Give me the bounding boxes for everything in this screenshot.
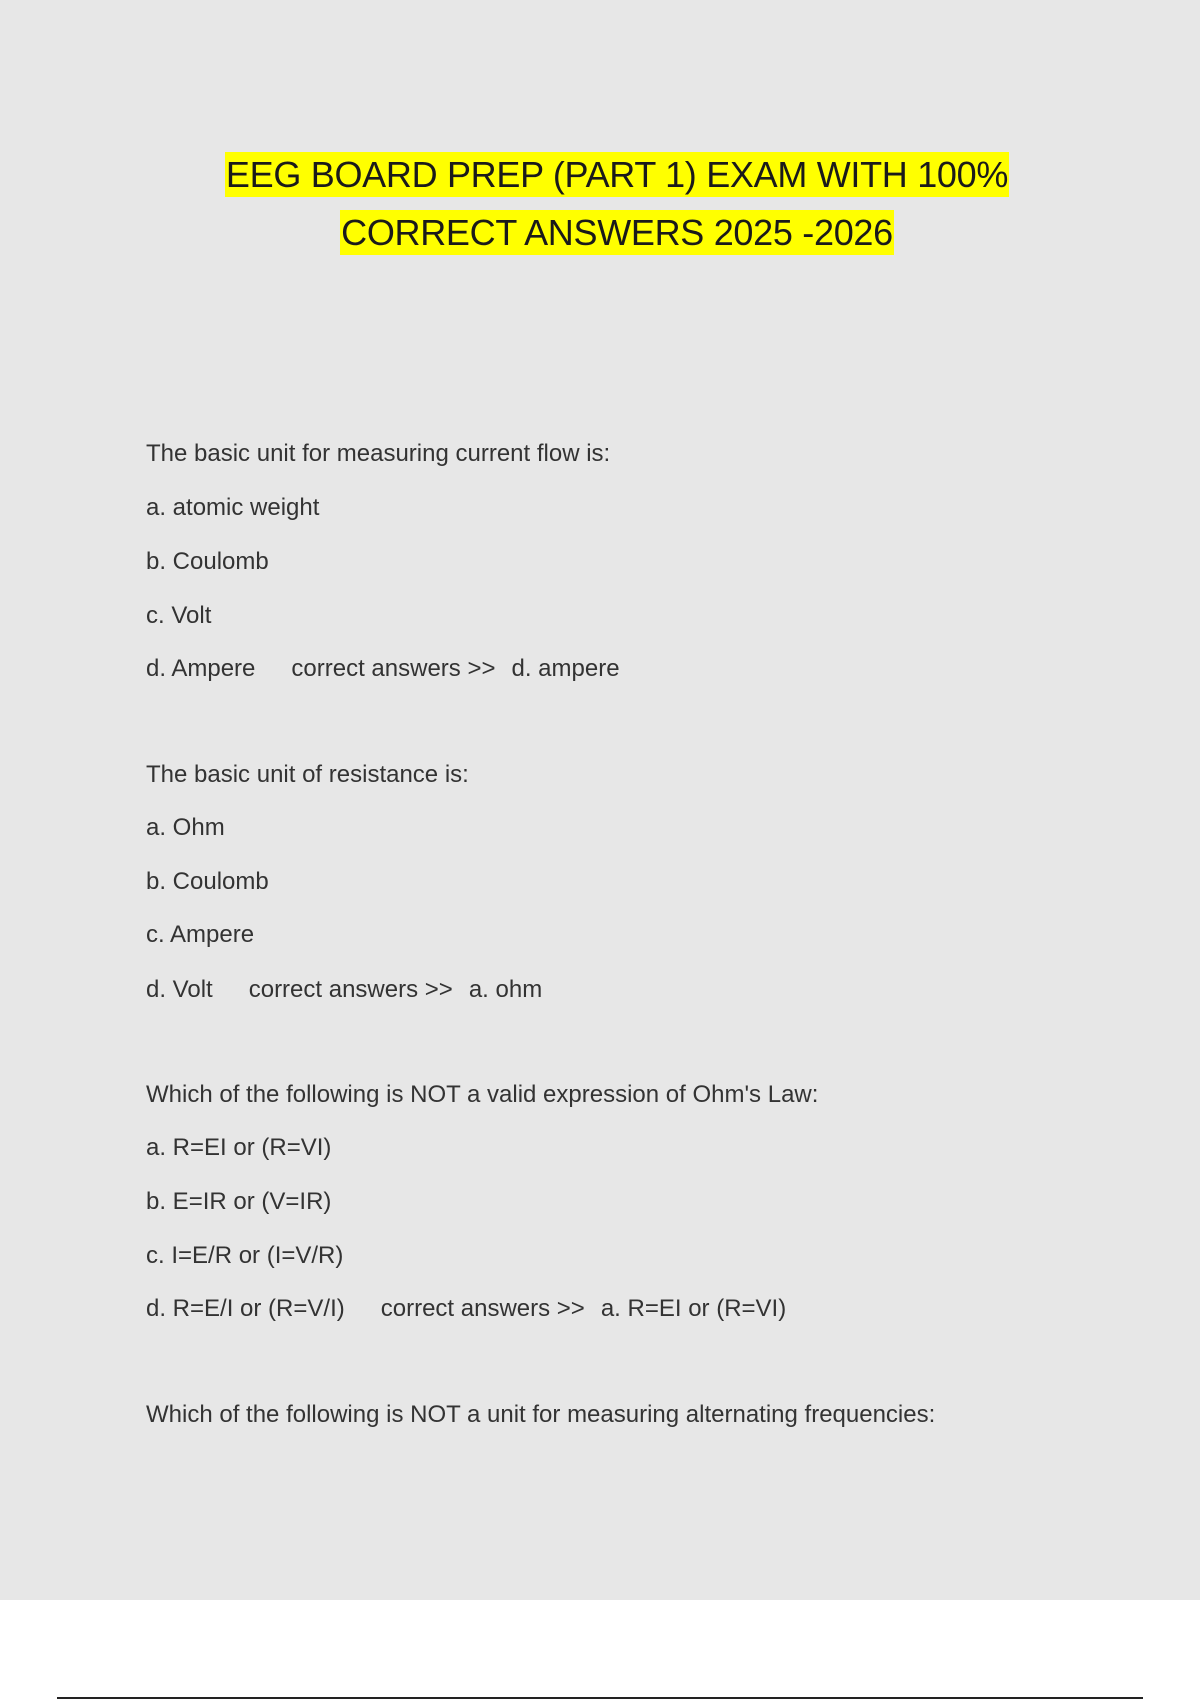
footer-divider [57,1697,1143,1699]
question-3-answer: a. R=EI or (R=VI) [600,1295,787,1322]
question-1-option-b: b. Coulomb [146,548,269,575]
question-3-option-a: a. R=EI or (R=VI) [146,1134,332,1161]
question-1-answer-label: correct answers >> [291,655,496,682]
question-3-text: Which of the following is NOT a valid expression of Ohm's Law: [146,1081,819,1108]
question-1-option-c: c. Volt [146,602,212,629]
question-2-answer: a. ohm [468,976,543,1003]
question-3-option-d-row [146,1295,786,1323]
question-2-option-d-row [146,976,542,1004]
question-1-option-a: a. atomic weight [146,494,320,521]
title-line-2: CORRECT ANSWERS 2025 -2026 [341,212,893,253]
question-3-option-c: c. I=E/R or (I=V/R) [146,1242,344,1269]
question-2-option-b: b. Coulomb [146,868,269,895]
question-2-text: The basic unit of resistance is: [146,761,469,788]
question-4-text: Which of the following is NOT a unit for measuring alternating frequencies: [146,1401,936,1428]
question-3-option-d: d. R=E/I or (R=V/I) [146,1295,345,1322]
title-line-1: EEG BOARD PREP (PART 1) EXAM WITH 100% [225,154,1009,195]
question-2-option-c: c. Ampere [146,921,255,948]
question-1-answer: d. ampere [511,655,620,682]
question-1-text: The basic unit for measuring current flow is: [146,440,611,467]
question-2-answer-label: correct answers >> [248,976,453,1003]
question-3-option-b: b. E=IR or (V=IR) [146,1188,332,1215]
question-1-option-d-row [146,655,620,683]
question-2-option-d: d. Volt [146,976,213,1003]
question-3-answer-label: correct answers >> [380,1295,585,1322]
question-2-option-a: a. Ohm [146,814,225,841]
document-title [0,146,1200,262]
question-1-option-d: d. Ampere [146,655,256,682]
